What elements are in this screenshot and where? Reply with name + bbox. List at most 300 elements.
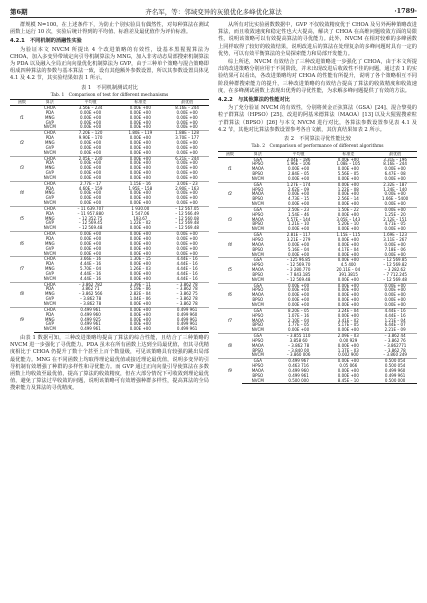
algorithm-cell: BPSO	[252, 246, 264, 252]
value-cell: 7.20E – 120	[66, 131, 116, 136]
function-cell: f8	[10, 282, 34, 307]
column-header: 标准差	[115, 100, 165, 106]
table-caption-cn: 表 2 不同算法寻优性能比较	[283, 136, 352, 143]
value-cell: – 3.862 78	[176, 286, 198, 292]
value-cell: 0.00E +00	[176, 174, 198, 180]
value-cell: 2.12E – 151	[383, 216, 407, 222]
algorithm-cell: NVCM	[242, 379, 274, 384]
algorithm-cell: HPSO	[252, 262, 264, 268]
value-cell: 0.00E +00	[129, 200, 151, 206]
function-cell: f8	[218, 334, 242, 359]
value-cell: 0.499 960	[176, 311, 198, 317]
value-cell: 4.5 400	[340, 262, 356, 268]
value-cell: 1.07E – 16	[288, 312, 310, 318]
value-cell: 2.05E – 230	[66, 156, 116, 161]
algorithm-cell: GVP	[45, 195, 54, 201]
value-cell: 2.62E – 09	[288, 186, 310, 192]
value-cell: 0.00E +00	[129, 275, 151, 281]
value-cell: 0.00E +00	[274, 283, 324, 288]
algorithm-cell: BPSO	[252, 347, 264, 353]
value-cell: 0.00E +00	[288, 251, 310, 257]
value-cell: 0.00E +00	[80, 240, 102, 246]
value-cell: – 3.855 110	[274, 334, 324, 339]
value-cell: 0.500 054	[384, 363, 406, 369]
page-header	[10, 4, 417, 18]
algorithm-cell: CHOA	[34, 181, 66, 186]
value-cell: 0.00E +00	[384, 175, 406, 181]
value-cell: 0.00E +00	[129, 109, 151, 115]
algorithm-cell: PDA	[45, 261, 54, 267]
function-cell: f2	[10, 131, 34, 156]
value-cell: 0.00E +00	[288, 297, 310, 303]
section-heading: 4.2.1 不同机制的消融性实验	[10, 38, 82, 45]
algorithm-cell: GVP	[45, 170, 54, 176]
function-cell: f3	[218, 207, 242, 232]
function-cell: f6	[10, 232, 34, 257]
value-cell: 8.20E – 05	[274, 308, 324, 313]
value-cell: 0.499 967	[274, 359, 324, 364]
value-cell: – 12 569.82	[383, 262, 407, 268]
value-cell: 0.00E +00	[80, 236, 102, 242]
value-cell: 0.00E +00	[337, 342, 359, 348]
column-header: 平均值	[66, 100, 116, 106]
value-cell: 0.00E +00	[337, 292, 359, 298]
value-cell: 5.17E – 05	[337, 322, 359, 328]
value-cell: 4.44E – 16	[80, 270, 102, 276]
value-cell: 8.16E – 244	[175, 105, 199, 111]
value-cell: 3.56E – 234	[78, 105, 103, 111]
value-cell: 0.00E +00	[129, 316, 151, 322]
value-cell: 0.00E +00	[80, 160, 102, 166]
value-cell: 0.00E +00	[129, 240, 151, 246]
value-cell: – 12 352.75	[78, 215, 103, 221]
column-header: 算法	[242, 151, 274, 157]
value-cell: 1.15E – 16	[115, 181, 165, 186]
results-table-1	[10, 99, 209, 333]
function-cell: f5	[218, 258, 242, 283]
value-cell: 0.00E +00	[337, 241, 359, 247]
value-cell: 5.70E – 04	[80, 266, 102, 272]
value-cell: 1.80E – 119	[115, 131, 165, 136]
algorithm-cell: GSA	[242, 182, 274, 187]
value-cell: 0.00E +00	[337, 372, 359, 378]
algorithm-cell: NVCM	[43, 174, 56, 180]
value-cell: 0.00E +00	[129, 270, 151, 276]
value-cell: 1.37E – 03	[337, 347, 359, 353]
algorithm-cell: NVCM	[251, 226, 264, 232]
value-cell: 2.04E – 186	[286, 156, 311, 162]
value-cell: 0.00E +00	[384, 301, 406, 307]
algorithm-cell: HPSO	[252, 161, 264, 167]
value-cell: 0.499 961	[80, 321, 101, 327]
value-cell: 0.00E +00	[129, 190, 151, 196]
value-cell: 8.45E – 10	[323, 379, 373, 384]
table-caption-cn: 表 1 不同机制测试对比	[81, 84, 138, 91]
value-cell: 0.00E +00	[129, 195, 151, 201]
value-cell: 0.00E +00	[80, 114, 102, 120]
value-cell: 0.00E +00	[176, 236, 198, 242]
value-cell: 0.00E +00	[176, 144, 198, 150]
value-cell: 1.95E – 158	[128, 185, 153, 191]
algorithm-cell: MAOA	[251, 216, 264, 222]
value-cell: 3.11E – 267	[383, 237, 407, 242]
algorithm-cell: MNG	[45, 316, 55, 322]
value-cell: 1.22E – 08	[337, 186, 359, 192]
value-cell: 0.00E +00	[176, 200, 198, 206]
algorithm-cell: BPSO	[252, 196, 264, 202]
value-cell: – 12 567.05	[165, 206, 209, 211]
algorithm-cell: NVCM	[43, 275, 56, 281]
function-cell: f2	[218, 182, 242, 207]
value-cell: 0.00E +00	[323, 258, 373, 263]
value-cell: 0.00E +00	[337, 237, 359, 242]
value-cell: 0.00E +00	[373, 283, 417, 288]
value-cell: – 3.860 006	[286, 352, 311, 358]
value-cell: 0.00E +00	[176, 240, 198, 246]
value-cell: 0.00E +00	[129, 119, 151, 125]
algorithm-cell: NVCM	[43, 300, 56, 306]
value-cell: 0.00E +00	[288, 241, 310, 247]
value-cell: 0.00E +00	[129, 236, 151, 242]
value-cell: 4.44E – 16	[176, 261, 198, 267]
value-cell: 0.499 925	[80, 316, 101, 322]
value-cell: 3.31E – 196	[383, 156, 407, 162]
value-cell: 1.69E – 123	[373, 233, 417, 238]
column-header: 平均值	[274, 151, 324, 157]
value-cell: 0.00E +00	[384, 191, 406, 197]
value-cell: 1.22E – 02	[129, 220, 151, 226]
value-cell: 3.70E – 177	[175, 135, 199, 141]
value-cell: 0.00E +00	[80, 190, 102, 196]
value-cell: 0.00E +00	[337, 297, 359, 303]
value-cell: 0.00E +00	[129, 225, 151, 231]
value-cell: 0.00E +00	[176, 160, 198, 166]
value-cell: 0.500 000	[274, 379, 324, 384]
algorithm-cell: NVCM	[43, 124, 56, 130]
algorithm-cell: GVP	[45, 245, 54, 251]
algorithm-cell: HPSO	[252, 337, 264, 343]
value-cell: 6.21E – 244	[165, 156, 209, 161]
algorithm-cell: NVCM	[251, 301, 264, 307]
value-cell: 0.00E +00	[337, 287, 359, 293]
value-cell: 0.00E +00	[80, 124, 102, 130]
value-cell: 0.00E +00	[176, 190, 198, 196]
algorithm-cell: PDA	[45, 286, 54, 292]
value-cell: 0.499 961	[176, 316, 198, 322]
value-cell: 0.00E +00	[373, 207, 417, 212]
value-cell: 1.25E – 20	[384, 211, 406, 217]
value-cell: 9.90E – 170	[78, 135, 103, 141]
value-cell: 0.00E +00	[176, 124, 198, 130]
algorithm-cell: PDA	[45, 185, 54, 191]
value-cell: 0.00E +00	[80, 119, 102, 125]
value-cell: 0.00E +00	[129, 160, 151, 166]
value-cell: 0.00E +00	[80, 149, 102, 155]
value-cell: 0.00E +00	[323, 182, 373, 187]
value-cell: 0.00E +00	[129, 250, 151, 256]
algorithm-cell: NVCM	[251, 352, 264, 358]
value-cell: 0.00E +00	[176, 250, 198, 256]
table-row	[218, 379, 417, 384]
value-cell: – 12 569.45	[78, 220, 103, 226]
right-column	[218, 22, 417, 386]
value-cell: – 3.862 78	[384, 347, 406, 353]
value-cell: 4.44E – 16	[80, 275, 102, 281]
value-cell: 3.21E – 279	[286, 237, 311, 242]
algorithm-cell: GSA	[242, 207, 274, 212]
algorithm-cell: GVP	[45, 119, 54, 125]
value-cell: 1.15E – 115	[323, 233, 373, 238]
value-cell: 0.00E +00	[337, 211, 359, 217]
algorithm-cell: GSA	[242, 334, 274, 339]
value-cell: – 3.862 782	[66, 282, 116, 287]
paragraph: 由表 1 数据可知，三种改进策略均提高了算法的综合性能，且结合了三种策略的 NVCM 进一步强化了寻优能力。PDA 虽未在所有函数上达到全局最优值，但其寻优精度相比于 CHOA 仍提升了数十个甚至上百个数量级，可见该策略具有较强的跳出局部最优能力。MNG 在不同函数上均取得理论最优值或接近理论最优值，说明多变异的引导机制有效增强了种群的多样性和寻优能力。而 GVP 通过正向向量引导使算法在多数函数上均收敛至最优值，提高了算法的收敛精度，但在大部分情况下可收敛到理论最优值，避免了算法过早收敛的问题，说明该策略可有效增强种群多样性，提高算法的全局搜索能力及算法的寻优精度。	[10, 335, 209, 392]
value-cell: 2.56E – 14	[337, 196, 359, 202]
value-cell: 0.00E +00	[176, 170, 198, 176]
table-caption-en: Tab. 2 Comparison of performance of different algorithms	[251, 144, 384, 150]
value-cell: 0.500 054	[373, 359, 417, 364]
value-cell: 4.60E – 159	[78, 185, 103, 191]
value-cell: 0.00E +00	[384, 166, 406, 172]
algorithm-cell: BPSO	[252, 171, 264, 177]
algorithm-cell: MNG	[45, 266, 55, 272]
value-cell: 3.862 71	[81, 286, 100, 292]
value-cell: 20.11E – 04	[336, 267, 361, 273]
value-cell: 0.002 900	[338, 352, 359, 358]
algorithm-cell: GVP	[45, 321, 54, 327]
algorithm-cell: NVCM	[43, 225, 56, 231]
value-cell: 0.00E +00	[176, 195, 198, 201]
algorithm-cell: MAOA	[251, 292, 264, 298]
algorithm-cell: PDA	[45, 311, 54, 317]
value-cell: – 3.862 75	[176, 291, 198, 297]
function-cell: f4	[10, 181, 34, 206]
value-cell: – 3.862 566	[78, 291, 103, 297]
algorithm-cell: NVCM	[251, 276, 264, 282]
value-cell: 6.47E – 08	[384, 171, 406, 177]
value-cell: 0.00E +00	[129, 165, 151, 171]
algorithm-cell: PDA	[45, 160, 54, 166]
value-cell: 0.463 716	[288, 363, 309, 369]
value-cell: 0.00E +00	[384, 251, 406, 257]
results-table-2	[218, 151, 417, 385]
value-cell: 0.00E +00	[384, 287, 406, 293]
value-cell: 0.499 961	[176, 321, 198, 327]
value-cell: 0.00E +00	[129, 170, 151, 176]
paragraph: 群规模 N=100。在上述条件下，为防止个别实验具有偶然性，对每种算法在测试函数上运行 10 次，实验后统计得到的平均值、标准差及最优值作为评价标准。	[10, 22, 209, 36]
value-cell: 1.27E – 174	[274, 182, 324, 187]
value-cell: 2.10E – 04	[288, 317, 310, 323]
value-cell: 193.67	[133, 215, 148, 221]
algorithm-cell: BPSO	[252, 221, 264, 227]
paragraph: 为验证本文 NVCM 所提出 4 个改进策略的有效性，设基本黑猩猩算法为 CHOA，加入多变异带域定向引导机制算法为 MNG，加入非劣动态局部搜索机制算法为 PDA 以及融入全局正向向量优化机制算法为 GVP，由于三种单个策略与混合策略即组成四种算法的参数与基本算法一致，设有其他额外参数设置，所以其参数设置具体见 4.1 及 4.2 节，其实验结果如表 1 所示。	[10, 46, 209, 82]
left-column	[10, 22, 209, 394]
paragraph: 从所有对比实验函数数据中，GVP 不仅收敛精度优于 CHOA 及另外两种策略改进算法，而且收敛速度和稳定性也大大提高，解决了 CHOA 在高维问题收敛方面的局限性，说明该策略可以有效提高算法的寻优能力。此外，NVCM 在相对较难的多峰函数上同样取得了较好的收敛结果，说明改进后的算法在处理复杂的多峰问题时具有一定的优势，可以有效平衡算法的全局探索能力和局部开发能力。	[218, 22, 417, 57]
value-cell: 0.00E +00	[80, 144, 102, 150]
algorithm-cell: GSA	[242, 233, 274, 238]
column-header: 最优值	[165, 100, 209, 106]
algorithm-cell: CHOA	[34, 307, 66, 312]
value-cell: 1.50E – 22	[323, 207, 373, 212]
column-header: 标准差	[323, 151, 373, 157]
value-cell: 2.82E – 04	[129, 291, 151, 297]
value-cell: 2.90E – 163	[175, 185, 199, 191]
value-cell: 7.18E – 06	[384, 246, 406, 252]
value-cell: – 3.862 76	[384, 337, 406, 343]
algorithm-cell: GSA	[242, 258, 274, 263]
algorithm-cell: PDA	[45, 135, 54, 141]
value-cell: 0.00E +00	[80, 174, 102, 180]
value-cell: 0.00E +00	[337, 191, 359, 197]
value-cell: 5.57E – 144	[286, 216, 311, 222]
value-cell: 1.04E – 06	[129, 296, 151, 302]
paragraph: 为了充分验证 NVCM 的有效性，分别将黄金正弦算法（GSA）[24]、混合黎曼的粒子群算法（HPSO）[25]、改进的阿基米德算法（MAOA）[13] 以及大猩猩搜索粒子群算法（BPSO）[26] 与本文 NVCM 进行对比，各算法参数设置参见表 4.1 及 4.2 节，其他对比算法参数设置参考各自文献，其仿真结果如表 2 所示。	[218, 105, 417, 133]
function-cell: f1	[227, 166, 232, 172]
value-cell: 4.44E – 16	[176, 270, 198, 276]
value-cell: 1.96E – 106	[286, 161, 311, 167]
value-cell: 1.08E – 105	[336, 161, 361, 167]
function-cell: f7	[10, 257, 34, 282]
value-cell: 4.44E – 16	[176, 266, 198, 272]
value-cell: – 3.862 78	[80, 300, 102, 306]
algorithm-cell: MNG	[45, 291, 55, 297]
value-cell: – 3.862 78	[176, 300, 198, 306]
value-cell: – 3.862 44	[373, 334, 417, 339]
algorithm-cell: HPSO	[252, 287, 264, 293]
value-cell: 0.00E +00	[176, 114, 198, 120]
algorithm-cell: MAOA	[251, 267, 264, 273]
value-cell: – 125 96.85	[274, 258, 324, 263]
value-cell: – 3.862 78	[176, 296, 198, 302]
algorithm-cell: CHOA	[43, 105, 56, 111]
algorithm-cell: NVCM	[251, 327, 264, 333]
algorithm-cell: NVCM	[43, 250, 56, 256]
value-cell: 0.00E +00	[176, 119, 198, 125]
value-cell: 1.77E – 05	[288, 322, 310, 328]
value-cell: 0.00E +00	[337, 312, 359, 318]
table-row	[10, 327, 209, 332]
value-cell: 3.66E – 16	[66, 257, 116, 262]
function-cell: f6	[218, 283, 242, 308]
value-cell: 0.00E +00	[288, 191, 310, 197]
algorithm-cell: MNG	[45, 165, 55, 171]
value-cell: 2.32E – 187	[373, 182, 417, 187]
value-cell: 0.00E +00	[176, 139, 198, 145]
value-cell: 1 930.00	[115, 206, 165, 211]
value-cell: 5.16E – 04	[288, 246, 310, 252]
value-cell: 1.26E – 03	[129, 266, 151, 272]
value-cell: – 3.860 249	[383, 352, 407, 358]
value-cell: – 3 280.770	[286, 267, 311, 273]
value-cell: 3.858 60	[289, 337, 308, 343]
value-cell: – 3.862771	[383, 342, 407, 348]
value-cell: 0.500 000	[373, 379, 417, 384]
function-cell: f1	[19, 114, 24, 120]
function-cell: f9	[10, 307, 34, 332]
value-cell: 0.05 066	[339, 363, 358, 369]
value-cell: – 12 569.70	[286, 262, 311, 268]
value-cell: 0.00E +00	[80, 139, 102, 145]
algorithm-cell: NVCM	[251, 201, 264, 207]
algorithm-cell: HPSO	[252, 363, 264, 369]
value-cell: 4.17E – 04	[337, 246, 359, 252]
value-cell: 0.00E +00	[129, 144, 151, 150]
algorithm-cell: MNG	[45, 240, 55, 246]
column-header: 函数	[10, 100, 34, 106]
value-cell: 4.44E – 16	[176, 275, 198, 281]
value-cell: 0.00E +00	[80, 200, 102, 206]
value-cell: 0.00E +00	[384, 241, 406, 247]
value-cell: 0.00 929	[339, 337, 358, 343]
value-cell: 2.84E – 05	[288, 171, 310, 177]
algorithm-cell: GSA	[253, 156, 263, 162]
value-cell: 6.44E – 07	[384, 322, 406, 328]
value-cell: – 7 843.185	[286, 271, 311, 277]
running-title: 齐名军，等：邻域变异的灰狼优化多峰优化算法	[145, 8, 282, 16]
algorithm-cell: NVCM	[251, 251, 264, 257]
value-cell: 0.00E +00	[129, 174, 151, 180]
value-cell: 0.00E +00	[129, 124, 151, 130]
value-cell: 391.3815	[338, 271, 358, 277]
value-cell: 4.73E – 15	[288, 196, 310, 202]
value-cell: 8.16E – 244	[383, 161, 407, 167]
algorithm-cell: MAOA	[251, 367, 264, 373]
value-cell: – 11 957.880	[77, 210, 104, 216]
value-cell: 4.44E – 16	[165, 257, 209, 262]
algorithm-cell: CHOA	[34, 232, 66, 237]
value-cell: 0.00E +00	[176, 165, 198, 171]
value-cell: – 3.862 78	[80, 296, 102, 302]
value-cell: 0.499 961	[288, 372, 309, 378]
algorithm-cell: MAOA	[251, 241, 264, 247]
value-cell: 0.00E +00	[129, 114, 151, 120]
value-cell: 3.39E – 11	[115, 282, 165, 287]
value-cell: – 12 569.48	[175, 220, 199, 226]
algorithm-cell: GVP	[45, 220, 54, 226]
value-cell: 0.00E +00	[129, 321, 151, 327]
value-cell: – 12 569.48	[175, 225, 199, 231]
algorithm-cell: NVCM	[43, 200, 56, 206]
table-caption-en: Tab. 1 Comparison of test for different mechanisms	[50, 92, 169, 98]
algorithm-cell: HPSO	[252, 211, 264, 217]
function-cell: f3	[10, 156, 34, 181]
value-cell: 4.44E – 16	[373, 308, 417, 313]
algorithm-cell: HPSO	[252, 186, 264, 192]
value-cell: 0.00E +00	[115, 232, 165, 237]
algorithm-cell: PDA	[45, 210, 54, 216]
algorithm-cell: MNG	[45, 114, 55, 120]
algorithm-cell: CHOA	[34, 282, 66, 287]
value-cell: 0.00E +00	[129, 149, 151, 155]
algorithm-cell: PDA	[45, 236, 54, 242]
value-cell: 0.00E +00	[337, 175, 359, 181]
value-cell: 0.00E +00	[80, 165, 102, 171]
value-cell: 0.00E +00	[337, 166, 359, 172]
value-cell: 5.19E – 06	[129, 286, 151, 292]
algorithm-cell: GVP	[45, 144, 54, 150]
value-cell: 0.00E +00	[80, 109, 102, 115]
algorithm-cell: MNG	[45, 215, 55, 221]
algorithm-cell: MNG	[45, 139, 55, 145]
value-cell: 0.00E +00	[288, 292, 310, 298]
value-cell: 2.21E – 09	[384, 327, 406, 333]
algorithm-cell: PDA	[45, 109, 54, 115]
value-cell: 0.00E +00	[80, 170, 102, 176]
algorithm-cell: GSA	[242, 308, 274, 313]
column-header: 算法	[34, 100, 66, 106]
value-cell: – 12 569.48	[383, 276, 407, 282]
value-cell: 0.00E +00	[129, 311, 151, 317]
